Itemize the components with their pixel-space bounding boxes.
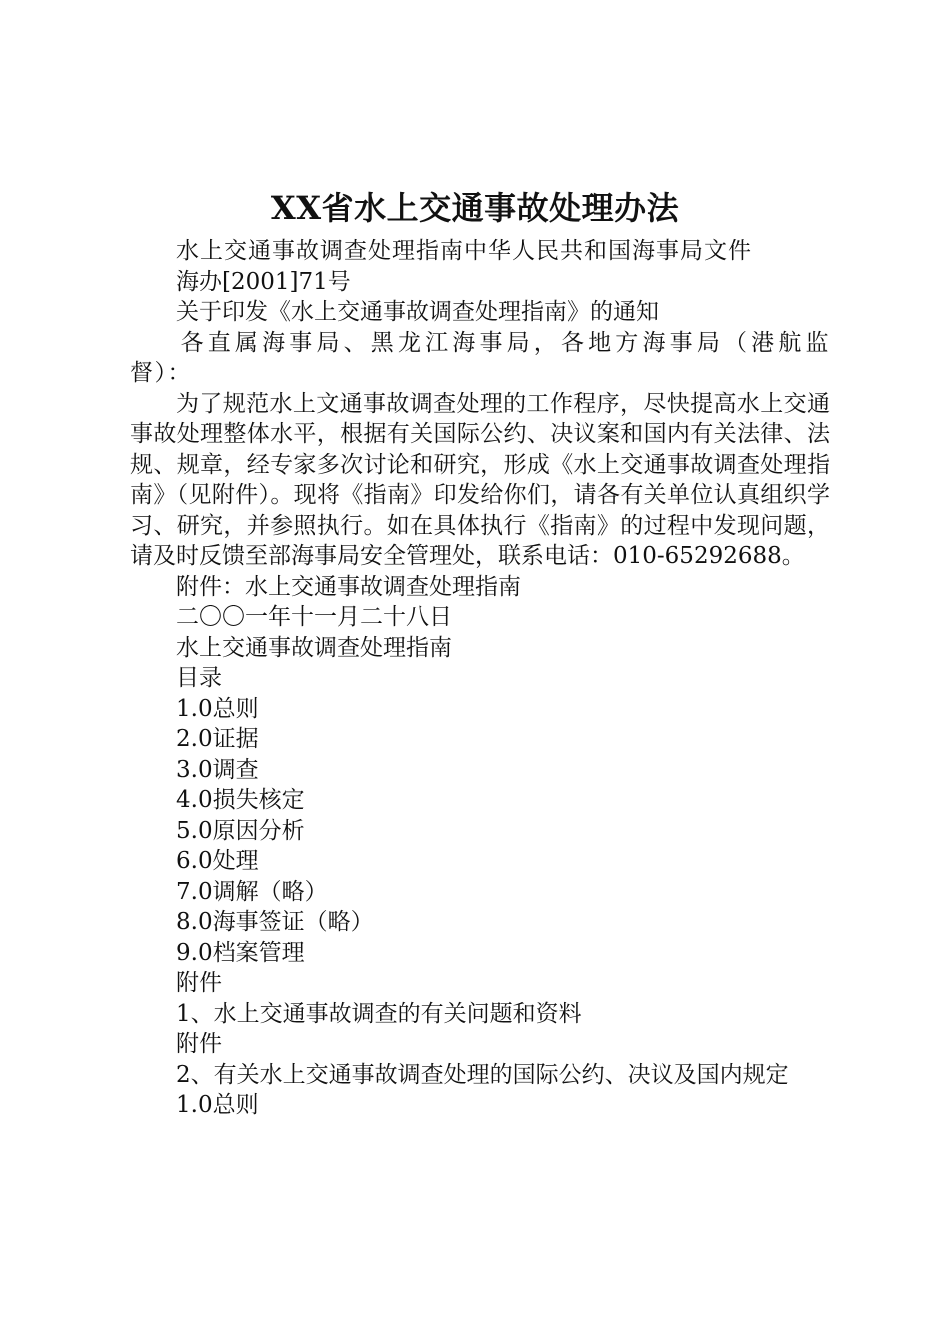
paragraph-attachment-note: 附件：水上交通事故调查处理指南: [176, 573, 521, 600]
toc-item: 9.0档案管理: [176, 939, 305, 966]
document-title: XX省水上交通事故处理办法: [270, 189, 680, 227]
toc-item: 8.0海事签证（略）: [176, 909, 374, 935]
paragraph-main-text: 为了规范水上文通事故调查处理的工作程序，尽快提高水上交通事故处理整体水平，根据有关国际公约、决议案和国内有关法律、法规、规章，经专家多次讨论和研究，形成《水上交通事故调查处理指南》（见附件）。现将《指南》印发给你们，请各有关单位认真组织学习、研究，并参照执行。如在具体执行《指南》的过程中发现问题，请及时反馈至部海事局安全管理处，联系电话：010-65292688。: [130, 390, 830, 569]
toc-attachment-label: 附件: [176, 970, 222, 996]
toc-attachment-label: 附件: [176, 1031, 222, 1057]
toc-item: 5.0原因分析: [176, 817, 305, 844]
paragraph-document-number: 海办[2001]71号: [176, 268, 351, 295]
toc-item: 2.0证据: [176, 726, 259, 752]
toc-item: 3.0调查: [176, 756, 259, 783]
toc-attachment-item: 2、有关水上交通事故调查处理的国际公约、决议及国内规定: [176, 1061, 789, 1088]
toc-item: 7.0调解（略）: [176, 878, 328, 905]
paragraph-guide-title: 水上交通事故调查处理指南: [176, 634, 452, 661]
paragraph-addressees: 各直属海事局、黑龙江海事局，各地方海事局（港航监督）：: [130, 329, 830, 386]
section-heading: 1.0总则: [176, 1092, 259, 1118]
toc-item: 1.0总则: [176, 695, 259, 722]
toc-item: 6.0处理: [176, 848, 259, 874]
toc-item: 4.0损失核定: [176, 787, 305, 813]
toc-heading: 目录: [176, 665, 222, 691]
toc-attachment-item: 1、水上交通事故调查的有关问题和资料: [176, 1000, 582, 1027]
document-body: [130, 236, 830, 1121]
paragraph-date: 二〇〇一年十一月二十八日: [176, 604, 452, 630]
paragraph-header-line: 水上交通事故调查处理指南中华人民共和国海事局文件: [176, 238, 752, 264]
paragraph-notice-title: 关于印发《水上交通事故调查处理指南》的通知: [176, 299, 659, 325]
